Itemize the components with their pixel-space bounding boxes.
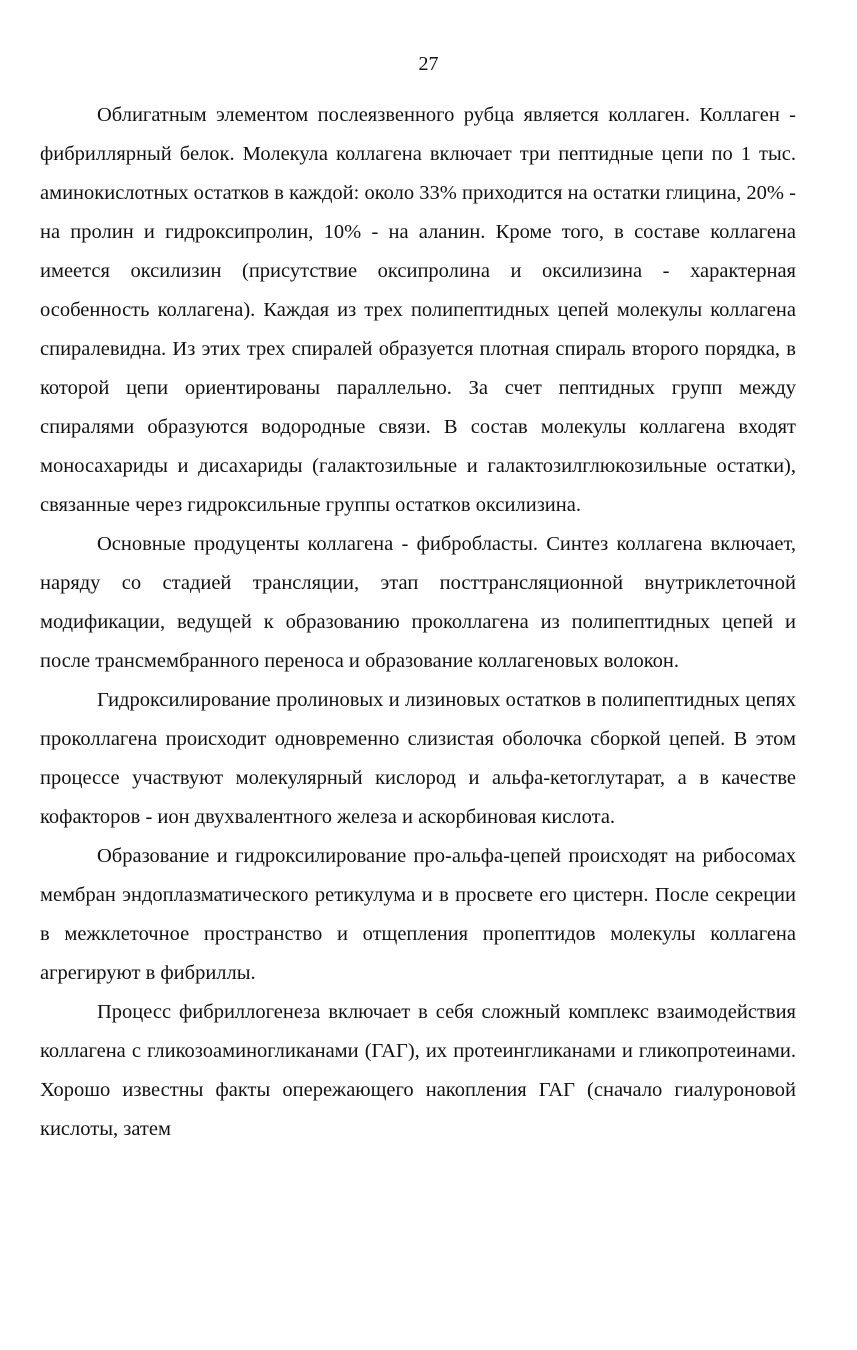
page-number: 27 xyxy=(418,53,439,75)
paragraph-4: Образование и гидроксилирование про-альфа-цепей происходят на рибосомах мембран эндоплазматического ретикулума и в просвете его цистерн. После секреции в межклеточное пространство и отщепления пропептидов молекулы коллагена агрегируют в фибриллы. xyxy=(40,845,796,984)
document-body xyxy=(40,96,796,1149)
paragraph-1: Облигатным элементом послеязвенного рубца является коллаген. Коллаген - фибриллярный белок. Молекула коллагена включает три пептидные цепи по 1 тыс. аминокислотных остатков в каждой: около 33% приходится на остатки глицина, 20% - на пролин и гидроксипролин, 10% - на аланин. Кроме того, в составе коллагена имеется оксилизин (присутствие оксипролина и оксилизина - характерная особенность коллагена). Каждая из трех полипептидных цепей молекулы коллагена спиралевидна. Из этих трех спиралей образуется плотная спираль второго порядка, в которой цепи ориентированы параллельно. За счет пептидных групп между спиралями образуются водородные связи. В состав молекулы коллагена входят моносахариды и дисахариды (галактозильные и галактозилглюкозильные остатки), связанные через гидроксильные группы остатков оксилизина. xyxy=(40,104,796,516)
paragraph-3: Гидроксилирование пролиновых и лизиновых остатков в полипептидных цепях проколлагена происходит одновременно слизистая оболочка сборкой цепей. В этом процессе участвуют молекулярный кислород и альфа-кетоглутарат, а в качестве кофакторов - ион двухвалентного железа и аскорбиновая кислота. xyxy=(40,689,796,828)
paragraph-2: Основные продуценты коллагена - фибробласты. Синтез коллагена включает, наряду со стадией трансляции, этап посттрансляционной внутриклеточной модификации, ведущей к образованию проколлагена из полипептидных цепей и после трансмембранного переноса и образование коллагеновых волокон. xyxy=(40,533,796,672)
paragraph-5: Процесс фибриллогенеза включает в себя сложный комплекс взаимодействия коллагена с гликозоаминогликанами (ГАГ), их протеингликанами и гликопротеинами. Хорошо известны факты опережающего накопления ГАГ (сначало гиалуроновой кислоты, затем xyxy=(40,1001,796,1140)
